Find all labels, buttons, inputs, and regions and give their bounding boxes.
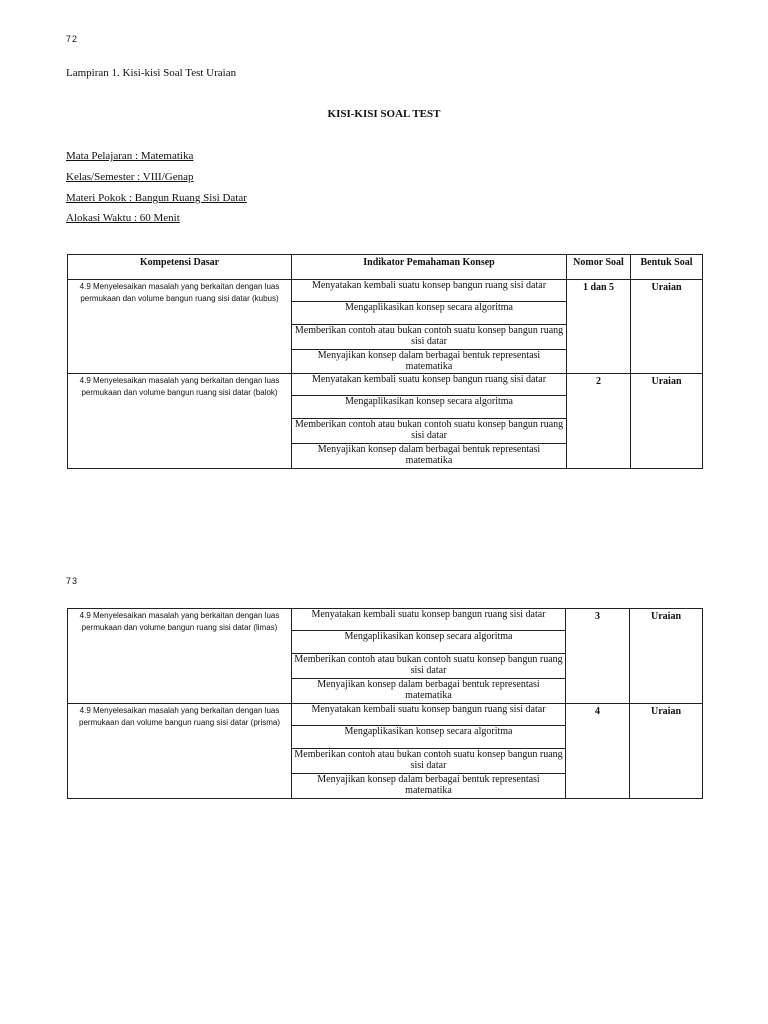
header-bentuk: Bentuk Soal — [631, 255, 703, 280]
indikator-cell: Menyajikan konsep dalam berbagai bentuk representasi matematika — [292, 679, 566, 704]
indikator-cell: Mengaplikasikan konsep secara algoritma — [292, 631, 566, 654]
kd-cell: 4.9 Menyelesaikan masalah yang berkaitan dengan luas permukaan dan volume bangun ruang sisi datar (balok) — [68, 374, 292, 469]
table-header-row — [68, 255, 703, 280]
header-nomor: Nomor Soal — [567, 255, 631, 280]
meta-alokasi-waktu: Alokasi Waktu : 60 Menit — [66, 212, 180, 224]
indikator-cell: Memberikan contoh atau bukan contoh suatu konsep bangun ruang sisi datar — [292, 419, 567, 444]
indikator-cell: Menyatakan kembali suatu konsep bangun ruang sisi datar — [292, 704, 566, 726]
table-row — [68, 374, 703, 396]
meta-mata-pelajaran: Mata Pelajaran : Matematika — [66, 150, 194, 162]
indikator-cell: Mengaplikasikan konsep secara algoritma — [292, 396, 567, 419]
indikator-cell: Menyajikan konsep dalam berbagai bentuk representasi matematika — [292, 774, 566, 799]
bentuk-soal-cell: Uraian — [631, 374, 703, 469]
header-indikator: Indikator Pemahaman Konsep — [292, 255, 567, 280]
meta-materi-pokok: Materi Pokok : Bangun Ruang Sisi Datar — [66, 192, 247, 204]
indikator-cell: Menyajikan konsep dalam berbagai bentuk representasi matematika — [292, 444, 567, 469]
indikator-cell: Menyatakan kembali suatu konsep bangun ruang sisi datar — [292, 609, 566, 631]
nomor-soal-cell: 3 — [566, 609, 630, 704]
kd-cell: 4.9 Menyelesaikan masalah yang berkaitan dengan luas permukaan dan volume bangun ruang sisi datar (kubus) — [68, 280, 292, 374]
nomor-soal-cell: 4 — [566, 704, 630, 799]
indikator-cell: Memberikan contoh atau bukan contoh suatu konsep bangun ruang sisi datar — [292, 654, 566, 679]
nomor-soal-cell: 1 dan 5 — [567, 280, 631, 374]
indikator-cell: Menyajikan konsep dalam berbagai bentuk representasi matematika — [292, 350, 567, 374]
page-number: 72 — [66, 34, 79, 44]
indikator-cell: Memberikan contoh atau bukan contoh suatu konsep bangun ruang sisi datar — [292, 749, 566, 774]
indikator-cell: Mengaplikasikan konsep secara algoritma — [292, 302, 567, 325]
table-row — [68, 280, 703, 302]
meta-kelas-semester: Kelas/Semester : VIII/Genap — [66, 171, 194, 183]
page-number-2: 73 — [66, 576, 79, 586]
indikator-cell: Mengaplikasikan konsep secara algoritma — [292, 726, 566, 749]
lampiran-caption: Lampiran 1. Kisi-kisi Soal Test Uraian — [66, 67, 237, 79]
bentuk-soal-cell: Uraian — [631, 280, 703, 374]
header-kompetensi: Kompetensi Dasar — [68, 255, 292, 280]
kd-cell: 4.9 Menyelesaikan masalah yang berkaitan dengan luas permukaan dan volume bangun ruang sisi datar (prisma) — [68, 704, 292, 799]
kd-cell: 4.9 Menyelesaikan masalah yang berkaitan dengan luas permukaan dan volume bangun ruang sisi datar (limas) — [68, 609, 292, 704]
table-row — [68, 704, 703, 726]
bentuk-soal-cell: Uraian — [630, 609, 703, 704]
table-row — [68, 609, 703, 631]
kisi-table-1 — [67, 254, 703, 469]
indikator-cell: Memberikan contoh atau bukan contoh suatu konsep bangun ruang sisi datar — [292, 325, 567, 350]
bentuk-soal-cell: Uraian — [630, 704, 703, 799]
nomor-soal-cell: 2 — [567, 374, 631, 469]
kisi-table-2 — [67, 608, 703, 799]
indikator-cell: Menyatakan kembali suatu konsep bangun ruang sisi datar — [292, 280, 567, 302]
indikator-cell: Menyatakan kembali suatu konsep bangun ruang sisi datar — [292, 374, 567, 396]
page-title: KISI-KISI SOAL TEST — [327, 108, 441, 120]
